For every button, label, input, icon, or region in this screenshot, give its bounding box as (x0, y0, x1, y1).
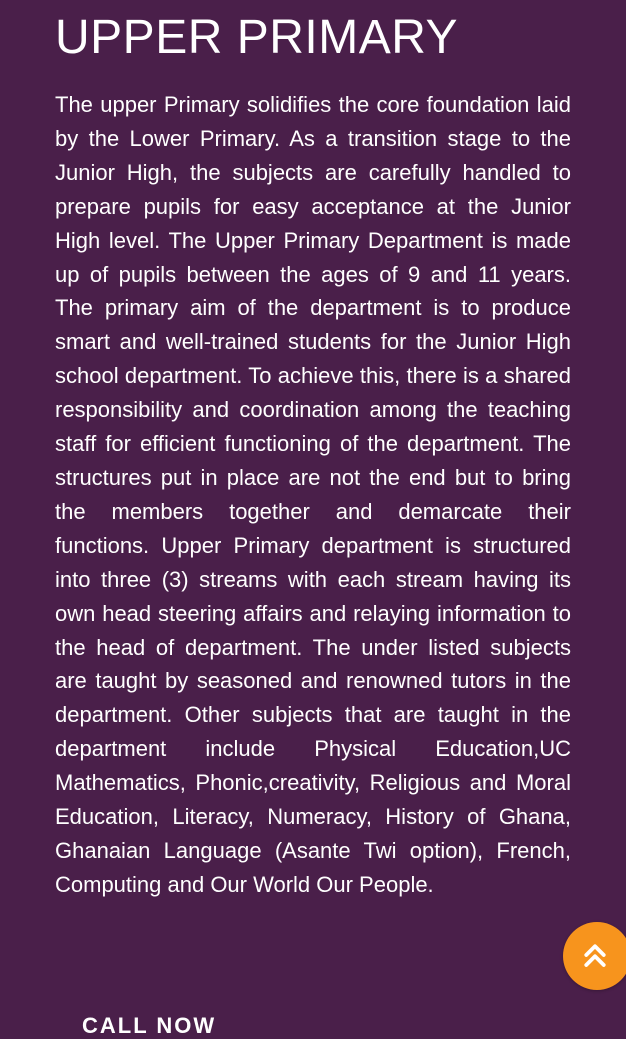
call-now-link[interactable]: CALL NOW (82, 1013, 217, 1038)
double-chevron-up-icon (584, 940, 610, 973)
section-content (55, 0, 571, 902)
section-description: The upper Primary solidifies the core foundation laid by the Lower Primary. As a transition stage to the Junior High, the subjects are carefully handled to prepare pupils for easy acceptance at the Junior High level. The Upper Primary Department is made up of pupils between the ages of 9 and 11 years. The primary aim of the department is to produce smart and well-trained students for the Junior High school department. To achieve this, there is a shared responsibility and coordination among the teaching staff for efficient functioning of the department. The structures put in place are not the end but to bring the members together and demarcate their functions. Upper Primary department is structured into three (3) streams with each stream having its own head steering affairs and relaying information to the head of department. The under listed subjects are taught by seasoned and renowned tutors in the department. Other subjects that are taught in the department include Physical Education,UC Mathematics, Phonic,creativity, Religious and Moral Education, Literacy, Numeracy, History of Ghana, Ghanaian Language (Asante Twi option), French, Computing and Our World Our People. (55, 92, 571, 897)
scroll-to-top-button[interactable] (563, 922, 626, 990)
page-title: UPPER PRIMARY (55, 11, 459, 64)
